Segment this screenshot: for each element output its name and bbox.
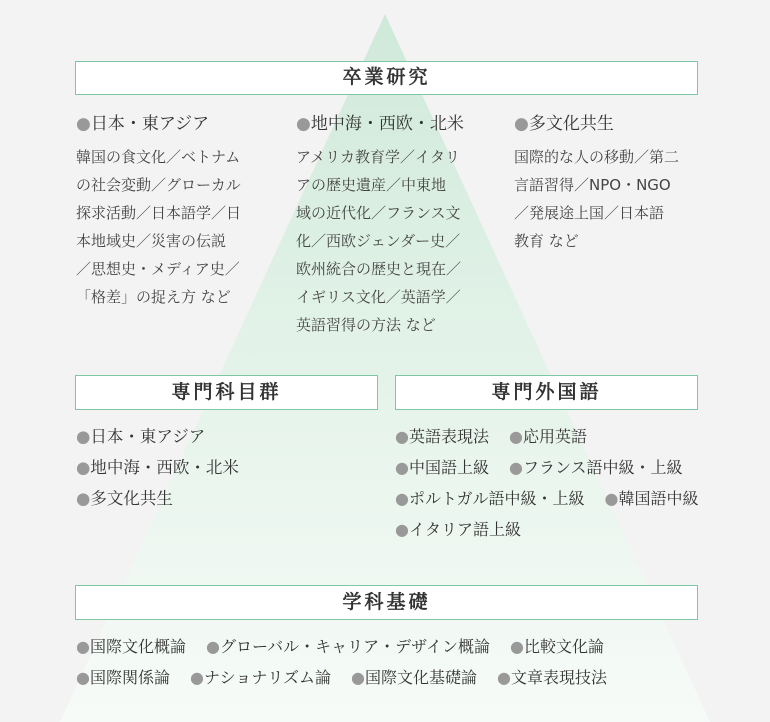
bullet-icon: ● [395, 489, 409, 508]
graduation-column-east-asia [76, 113, 276, 311]
list-row [395, 421, 702, 452]
foundation-box: 学科基礎 [75, 585, 698, 620]
list-row [76, 662, 624, 693]
column-heading: ●地中海・西欧・北米 [296, 114, 464, 134]
list-item: ●文章表現技法 [496, 668, 607, 687]
graduation-research-box: 卒業研究 [75, 61, 698, 95]
list-item: ●韓国語中級 [604, 489, 699, 508]
bullet-icon: ● [508, 458, 523, 477]
column-line: 「格差」の捉え方 など [76, 288, 231, 306]
column-line: 言語習得／NPO・NGO [514, 176, 671, 194]
list-row [395, 483, 702, 514]
column-line: 探求活動／日本語学／日 [76, 204, 242, 222]
specialized-subjects-box: 専門科目群 [75, 375, 378, 410]
column-text [514, 143, 714, 255]
list-item: ●イタリア語上級 [395, 520, 521, 539]
bullet-icon: ● [395, 520, 409, 539]
bullet-icon: ● [496, 668, 511, 687]
list-item: ●国際関係論 [76, 668, 170, 687]
column-line: イギリス文化／英語学／ [296, 288, 461, 306]
column-line: 英語習得の方法 など [296, 316, 436, 334]
bullet-icon: ● [205, 637, 220, 656]
column-line: 韓国の食文化／ベトナム [76, 148, 241, 166]
column-line: 域の近代化／フランス文 [296, 204, 461, 222]
bullet-icon: ● [395, 427, 409, 446]
list-item: ●応用英語 [508, 427, 587, 446]
list-row [76, 631, 624, 662]
column-text [76, 143, 276, 311]
column-line: ／発展途上国／日本語 [514, 204, 665, 222]
column-line: 化／西欧ジェンダー史／ [296, 232, 461, 250]
list-item: ●日本・東アジア [76, 427, 206, 446]
foreign-language-box: 専門外国語 [395, 375, 698, 410]
list-item: ●ナショナリズム論 [189, 668, 331, 687]
column-line: の社会変動／グローカル [76, 176, 241, 194]
column-text [296, 143, 496, 339]
list-item: ●グローバル・キャリア・デザイン概論 [205, 637, 491, 656]
column-heading: ●日本・東アジア [76, 114, 210, 134]
bullet-icon: ● [510, 637, 525, 656]
list-item: ●英語表現法 [395, 427, 489, 446]
bullet-icon: ● [76, 668, 90, 687]
bullet-icon: ● [514, 114, 529, 134]
graduation-column-multicultural [514, 113, 714, 255]
list-item: ●国際文化概論 [76, 637, 186, 656]
foundation-list [76, 631, 624, 693]
list-item: ●比較文化論 [510, 637, 605, 656]
list-item: ●国際文化基礎論 [351, 668, 477, 687]
bullet-icon: ● [604, 489, 619, 508]
column-line: 本地域史／災害の伝説 [76, 232, 227, 250]
list-item: ●フランス語中級・上級 [508, 458, 683, 477]
specialized-list [76, 421, 239, 514]
list-item: ●中国語上級 [395, 458, 489, 477]
foreign-language-list [395, 421, 702, 545]
list-item: ●ポルトガル語中級・上級 [395, 489, 585, 508]
bullet-icon: ● [395, 458, 409, 477]
column-line: ／思想史・メディア史／ [76, 260, 240, 278]
bullet-icon: ● [76, 114, 91, 134]
bullet-icon: ● [508, 427, 523, 446]
list-row [395, 514, 702, 545]
bullet-icon: ● [351, 668, 365, 687]
list-item: ●地中海・西欧・北米 [76, 458, 239, 477]
column-heading: ●多文化共生 [514, 114, 614, 134]
bullet-icon: ● [76, 489, 91, 508]
bullet-icon: ● [76, 637, 90, 656]
bullet-icon: ● [76, 427, 91, 446]
column-line: アメリカ教育学／イタリ [296, 148, 460, 166]
bullet-icon: ● [76, 458, 91, 477]
bullet-icon: ● [189, 668, 204, 687]
column-line: アの歴史遺産／中東地 [296, 176, 447, 194]
bullet-icon: ● [296, 114, 311, 134]
list-row [395, 452, 702, 483]
column-line: 国際的な人の移動／第二 [514, 148, 680, 166]
column-line: 教育 など [514, 232, 579, 250]
graduation-column-mediterranean [296, 113, 496, 339]
column-line: 欧州統合の歴史と現在／ [296, 260, 462, 278]
list-item: ●多文化共生 [76, 489, 173, 508]
